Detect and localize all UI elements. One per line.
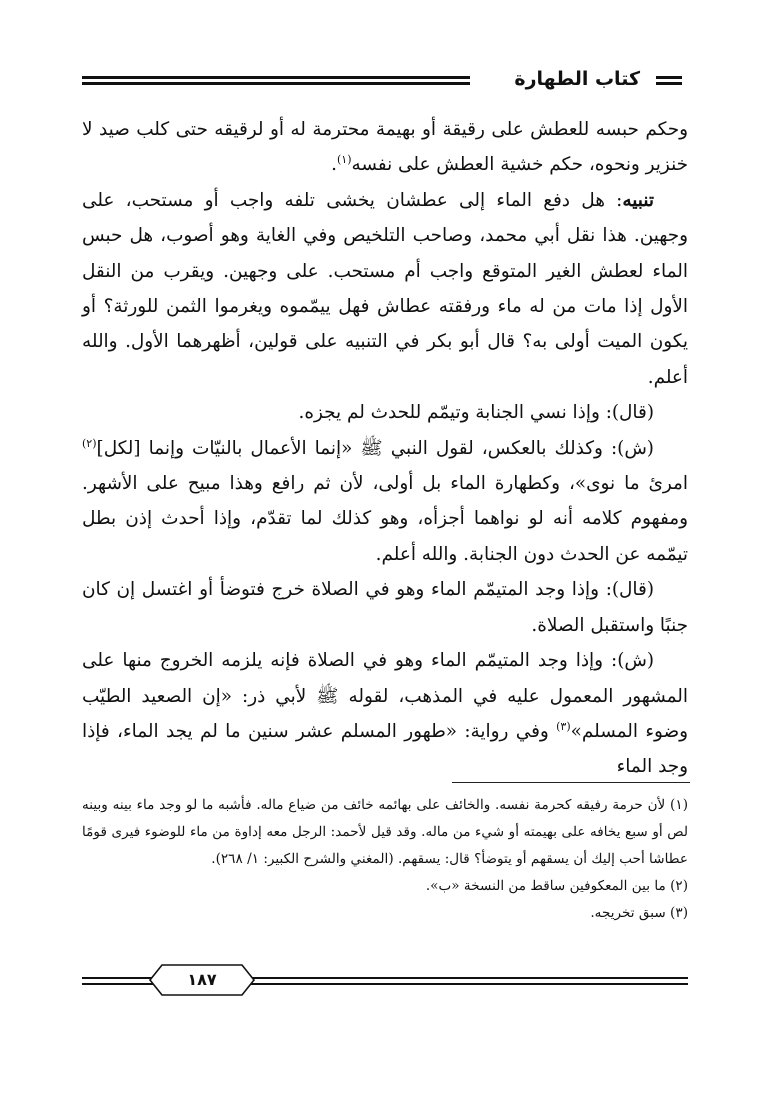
header-mark bbox=[656, 76, 682, 79]
running-header bbox=[82, 66, 688, 96]
footnote: (٢) ما بين المعكوفين ساقط من النسخة «ب». bbox=[425, 878, 688, 894]
paragraph bbox=[82, 431, 688, 573]
paragraph-text: (قال): وإذا نسي الجنابة وتيمّم للحدث لم يجزه. bbox=[298, 402, 654, 424]
paragraph-text: : هل دفع الماء إلى عطشان يخشى تلفه واجب أو مستحب، على وجهين. هذا نقل أبي محمد، وصاحب التلخيص وفي الغاية وهو أصوب، هل حبس الماء لعطش الغير المتوقع واجب أم مستحب. على وجهين. ويقرب من النقل الأول إذا مات من له ماء ورفقته عطاش فهل ييمّموه ويغرموا الثمن للورثة؟ أو يكون الميت أولى به؟ قال أبو بكر في التنبيه على قولين، أظهرهما الأول. والله أعلم. bbox=[82, 189, 688, 388]
paragraph-text: . bbox=[331, 154, 337, 176]
footnote: (٣) سبق تخريجه. bbox=[590, 905, 688, 921]
paragraph-text: (ش): وإذا وجد المتيمّم الماء وهو في الصلاة فإنه يلزمه الخروج منها على المشهور المعمول عليه في المذهب، لقوله ﷺ لأبي ذر: «إن الصعيد الطيّب وضوء المسلم» bbox=[82, 650, 688, 742]
paragraph bbox=[82, 395, 688, 430]
chapter-title: كتاب الطهارة bbox=[506, 66, 648, 92]
footnote-ref: (٢) bbox=[82, 436, 97, 450]
paragraph bbox=[82, 112, 688, 183]
main-text bbox=[82, 112, 688, 785]
paragraph-text: امرئ ما نوى»، وكطهارة الماء بل أولى، لأن ثم رافع وهذا مبيح على الأشهر. ومفهوم كلامه أنه لو نواهما أجزأه، وهو كذلك لما تقدّم، وإذا أحدث إذن بطل تيمّمه عن الحدث دون الجنابة. والله أعلم. bbox=[82, 473, 688, 565]
paragraph-text: (قال): وإذا وجد المتيمّم الماء وهو في الصلاة خرج فتوضأ أو اغتسل إن كان جنبًا واستقبل الصلاة. bbox=[82, 579, 688, 636]
footnote-ref: (١) bbox=[336, 153, 352, 167]
paragraph bbox=[82, 183, 688, 395]
header-rule bbox=[82, 82, 470, 85]
header-rule bbox=[82, 76, 470, 79]
page-footer bbox=[82, 963, 688, 1003]
paragraph-text: (ش): وكذلك بالعكس، لقول النبي ﷺ «إنما الأعمال بالنيّات وإنما [لكل] bbox=[96, 437, 654, 459]
paragraph-text: وحكم حبسه للعطش على رقيقة أو بهيمة محترمة له أو لرقيقه حتى كلب صيد لا خنزير ونحوه، حكم خشية العطش على نفسه bbox=[82, 119, 688, 176]
paragraph-text: وفي رواية: «طهور المسلم عشر سنين ما لم يجد الماء، فإذا وجد الماء bbox=[82, 720, 688, 778]
page-number: ١٨٧ bbox=[187, 970, 217, 989]
footnote-ref: (٣) bbox=[556, 719, 571, 733]
page-number-frame bbox=[148, 963, 256, 997]
header-mark bbox=[656, 82, 682, 85]
paragraph bbox=[82, 643, 688, 785]
footnote-separator bbox=[452, 782, 690, 783]
footnote: (١) لأن حرمة رفيقه كحرمة نفسه. والخائف على بهائمه خائف من ضياع ماله. فأشبه ما لو وجد ماء بينه وبينه لص أو سبع يخافه على بهيمته أو شيء من ماله. وقد قيل لأحمد: الرجل معه إداوة من ماء للوضوء فيرى قومًا عطاشا أحب إليك أن يسقهم أو يتوضأ؟ قال: يسقهم. (المغني والشرح الكبير: ١/ ٢٦٨). bbox=[82, 797, 688, 867]
footnotes bbox=[82, 792, 688, 927]
note-label: تنبيه bbox=[622, 189, 654, 211]
paragraph bbox=[82, 572, 688, 643]
